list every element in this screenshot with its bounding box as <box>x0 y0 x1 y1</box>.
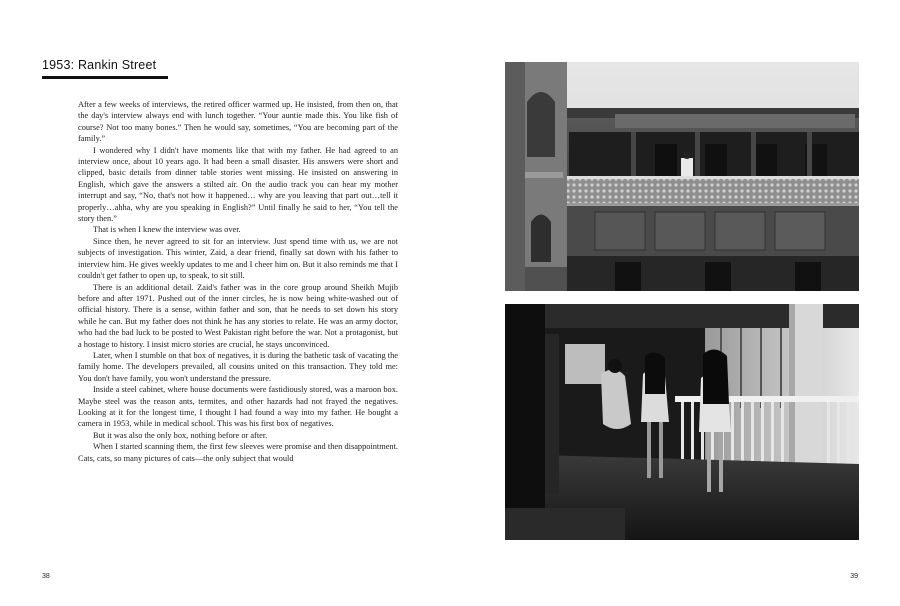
paragraph: There is an additional detail. Zaid's father was in the core group around Sheikh Mujib before and after 1971. Pushed out of the inner circles, he is now being white-washed out of official history. There is a sense, within father and son, that he needs to set down his story while he can. But my father does not think he has any stories to relate. He was an army doctor, who had the bad luck to be posted to West Pakistan right before the war. Not a protagonist, but a hostage to history. I insist micro stories are crucial, he stays unconvinced. <box>78 282 398 349</box>
chapter-title: 1953: Rankin Street <box>42 58 157 72</box>
photo-building-balcony <box>505 62 859 291</box>
paragraph: Later, when I stumble on that box of negatives, it is during the bathetic task of vacating the family home. The developers prevailed, all cousins united on this transaction. They told me: You don't have family, you won't understand the pressure. <box>78 350 398 383</box>
children-verandah-image <box>505 304 859 540</box>
paragraph: When I started scanning them, the first few sleeves were promise and then disappointment. Cats, cats, so many pictures of cats—the only subject that would <box>78 442 398 463</box>
building-balcony-image <box>505 62 859 291</box>
page-number-left: 38 <box>42 573 50 580</box>
title-rule <box>42 76 168 79</box>
photo-children-verandah <box>505 304 859 540</box>
paragraph: That is when I knew the interview was over. <box>93 225 241 235</box>
paragraph: I wondered why I didn't have moments like that with my father. He had agreed to an interview once, about 10 years ago. It had been a small disaster. His answers were short and clipped, basic details from dinner table stories went missing. He insisted on answering in English, which gave the answers a stilted air. On the audio track you can hear my mother interrupt and say, “No, that's not how it happened… why are you leaving that part out…tell it properly…ahha, why are you speaking in English?” Until finally he said to her, “You tell the story then.” <box>78 145 398 224</box>
paragraph: Since then, he never agreed to sit for an interview. Just spend time with us, we are not subjects of investigation. This winter, Zaid, a dear friend, finally sat down with his father to interview him. He gives weekly updates to me and I cheer him on. But it also reminds me that I couldn't get father to open up, to speak, to sit still. <box>78 236 398 281</box>
right-page <box>450 0 900 606</box>
page-number-right: 39 <box>850 573 858 580</box>
paragraph: But it was also the only box, nothing before or after. <box>93 430 268 440</box>
paragraph: Inside a steel cabinet, where house documents were fastidiously stored, was a maroon box. Maybe steel was the reason ants, termites, and other hazards had not frayed the negatives. Looking at it for the longest time, I thought I had found a way into my father. He bought a camera in 1953, while in medical school. This was his first box of negatives. <box>78 385 398 429</box>
body-text <box>78 99 398 464</box>
paragraph: After a few weeks of interviews, the retired officer warmed up. He insisted, from then on, that the day's interview always end with lunch together. “Your auntie made this. You like fish of course? Not too many bones.” Then he would say, sometimes, “You are becoming part of the family.” <box>78 100 398 144</box>
